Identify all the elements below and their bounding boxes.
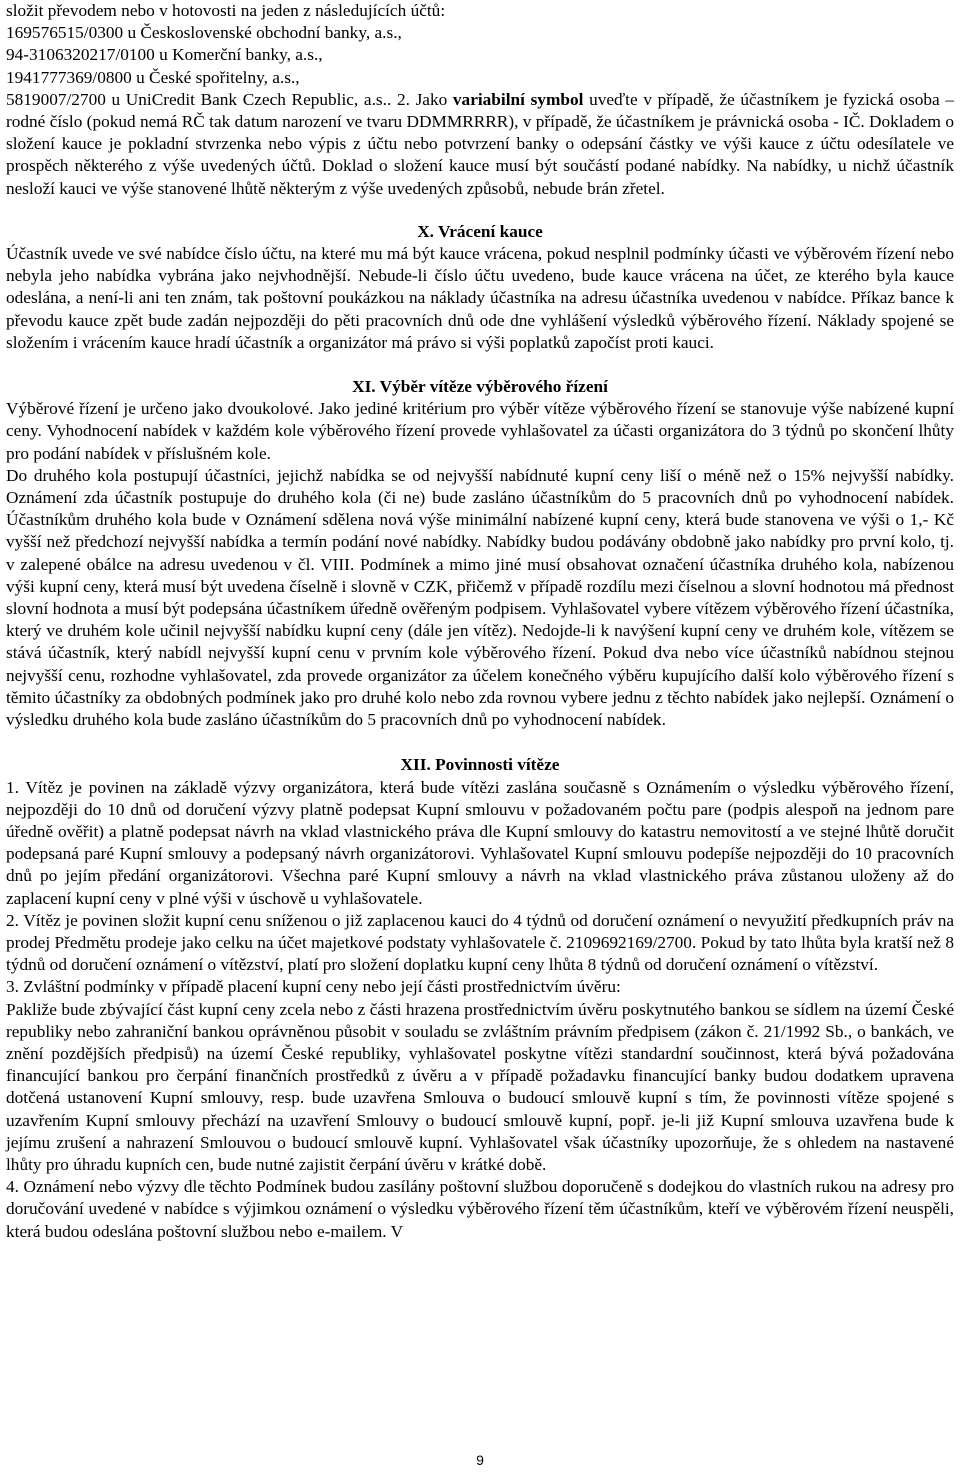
bank-account-cs: 1941777369/0800 u České spořitelny, a.s., — [6, 67, 300, 87]
para2-prefix: 2. Jako — [396, 89, 453, 109]
bank-account-csob: 169576515/0300 u Československé obchodní banky, a.s., — [6, 23, 402, 43]
section-heading-xi: XI. Výběr vítěze výběrového řízení — [352, 377, 608, 397]
page-number: 9 — [476, 1452, 484, 1468]
section-heading-xii: XII. Povinnosti vítěze — [400, 755, 560, 775]
section-x-text: Účastník uvede ve své nabídce číslo účtu, na které mu má být kauce vrácena, pokud nesplnil podmínky účasti ve výběrovém řízení nebo nebyla jeho nabídka vybrána jako nejvhodnější. Nebude-li číslo účtu uvedeno, bude kauce vrácena na účet, ze kterého byla kauce odeslána, a není-li ani ten znám, tak poštovní poukázkou na náklady účastníka na adresu účastníka uvedenou v nabídce. Příkaz bance k převodu kauce zpět bude zadán nejpozději do pěti pracovních dnů ode dne vyhlášení výsledků výběrového řízení. Náklady spojené se složením i vrácením kauce hradí účastník a organizátor má právo si výši poplatků započíst proti kauci. — [6, 244, 954, 352]
bank-account-kb: 94-3106320217/0100 u Komerční banky, a.s., — [6, 45, 323, 65]
section-xii-paragraph-1: 1. Vítěz je povinen na základě výzvy organizátora, která bude vítězi zaslána současně s Oznámením o výsledku výběrového řízení, nejpozději do 10 dnů od doručení výzvy platně podepsat Kupní smlouvu v požadovaném počtu pare (podpis alespoň na jednom pare úředně ověřit) a platně podepsat návrh na vklad vlastnického práva dle Kupní smlouvy do katastru nemovitostí a ve stejné lhůtě doručit podepsaná paré Kupní smlouvy a podepsaný návrh organizátorovi. Vyhlašovatel Kupní smlouvu podepíše nejpozději do 10 pracovních dnů po jejím předání organizátorovi. Všechna paré Kupní smlouvy a návrh na vklad vlastnického práva zůstanou uloženy až do zaplacení kupní ceny v plné výši v úschově u vyhlašovatele. — [6, 777, 954, 908]
section-heading-x: X. Vrácení kauce — [417, 221, 543, 241]
section-xii-paragraph-3: 3. Zvláštní podmínky v případě placení kupní ceny nebo její části prostřednictvím úvěru: — [6, 977, 621, 997]
variable-symbol-bold: variabilní symbol — [452, 89, 584, 109]
paragraph-variable-symbol — [6, 89, 954, 200]
section-xii-paragraph-4: Pakliže bude zbývající část kupní ceny zcela nebo z části hrazena prostřednictvím úvěru poskytnutého bankou se sídlem na území České republiky nebo zahraniční bankou oprávněnou působit v souladu se zvláštním právním předpisem (zákon č. 21/1992 Sb., o bankách, ve znění pozdějších předpisů) na území České republiky, vyhlašovatel poskytne vítězi standardní součinnost, která bývá požadována financující bankou pro čerpání finančních prostředků z úvěru a v případě požadavku financující banky budou dodatkem upravena dotčená ustanovení Kupní smlouvy, resp. bude uzavřena Smlouva o budoucí smlouvě kupní s tím, že povinnosti vítěze spojené s uzavřením Kupní smlouvy přechází na uzavření Smlouvy o budoucí smlouvě kupní, popř. je-li již Kupní smlouva uzavřena bude k jejímu zrušení a nahrazení Smlouvou o budoucí smlouvě kupní. Vyhlašovatel však účastníky upozorňuje, že s ohledem na nastavené lhůty pro úhradu kupních cen, bude nutné zajistit čerpání úvěru v krátké době. — [6, 999, 954, 1174]
section-xii-paragraph-5: 4. Oznámení nebo výzvy dle těchto Podmínek budou zasílány poštovní službou doporučeně s dodejkou do vlastních rukou na adresy pro doručování uvedené v nabídce s výjimkou oznámení o výsledku výběrového řízení těm účastníkům, kteří ve výběrovém řízení neuspěli, která budou odeslána poštovní službou nebo e-mailem. V — [6, 1177, 954, 1241]
section-xii-paragraph-2: 2. Vítěz je povinen složit kupní cenu sníženou o již zaplacenou kauci do 4 týdnů od doručení oznámení o nevyužití předkupních práv na prodej Předmětu prodeje jako celku na účet majetkové podstaty vyhlašovatele č. 2109692169/2700. Pokud by tato lhůta byla kratší než 8 týdnů od doručení oznámení o vítězství, platí pro složení doplatku kupní ceny lhůta 8 týdnů od doručení oznámení o vítězství. — [6, 910, 954, 975]
para2-text: uveďte v případě, že účastníkem je fyzická osoba – rodné číslo (pokud nemá RČ tak datum narození ve tvaru DDMMRRRR), v případě, že účastníkem je právnická osoba - IČ. Dokladem o složení kauce je pokladní stvrzenka nebo výpis z účtu nebo potvrzení banky o odepsání částky ve výši kauce z účtu odesílatele ve prospěch některého z výše uvedených účtů. Doklad o složení kauce musí být součástí podané nabídky. Na nabídky, u nichž účastník nesloží kauci ve výše stanovené lhůtě některým z výše uvedených způsobů, nebude brán zřetel. — [6, 89, 955, 198]
document-page — [6, 0, 954, 1243]
bank-account-unicredit: 5819007/2700 u UniCredit Bank Czech Republic, a.s.. — [6, 89, 392, 109]
intro-line: složit převodem nebo v hotovosti na jeden z následujících účtů: — [6, 1, 446, 20]
section-xi-paragraph-1: Výběrové řízení je určeno jako dvoukolové. Jako jediné kritérium pro výběr vítěze výběrového řízení se stanovuje výše nabízené kupní ceny. Vyhodnocení nabídek v každém kole výběrového řízení provede vyhlašovatel za účasti organizátora do 3 týdnů po skončení lhůty pro podání nabídek v příslušném kole. — [6, 399, 954, 463]
section-xi-paragraph-2: Do druhého kola postupují účastníci, jejichž nabídka se od nejvyšší nabídnuté kupní ceny liší o méně než o 15% nejvyšší nabídky. Oznámení zda účastník postupuje do druhého kola (či ne) bude zasláno účastníkům do 5 pracovních dnů po vyhodnocení nabídek. Účastníkům druhého kola bude v Oznámení sdělena nová výše minimální nabízené kupní ceny, která bude stanovena ve výši o 1,- Kč vyšší než předchozí nejvyšší nabídka a termín podání nové nabídky. Nabídky budou podávány obdobně jako nabídky pro první kolo, tj. v zalepené obálce na adresu uvedenou v čl. VIII. Podmínek a mimo jiné musí obsahovat označení účastníka druhého kola, nabízenou výši kupní ceny, která musí být uvedena číselně i slovně v CZK, přičemž v případě rozdílu mezi číselnou a slovní hodnotou má přednost slovní hodnota a musí být podepsána účastníkem úředně ověřeným podpisem. Vyhlašovatel vybere vítězem výběrového řízení účastníka, který ve druhém kole učinil nejvyšší nabídku kupní ceny (dále jen vítěz). Nedojde-li k navýšení kupní ceny ve druhém kole, vítězem se stává účastník, který nabídl nejvyšší kupní cenu v prvním kole výběrového řízení. Pokud dva nebo více účastníků nabídnou stejnou nejvyšší cenu, rozhodne vyhlašovatel, zda provede organizátor za účelem konečného výběru kupujícího další kolo výběrového řízení s těmito účastníky za obdobných podmínek jako pro druhé kolo nebo zda rovnou vybere jednu z těchto nabídek jako nejlepší. Oznámení o výsledku druhého kola bude zasláno účastníkům do 5 pracovních dnů po vyhodnocení nabídek. — [6, 465, 954, 730]
